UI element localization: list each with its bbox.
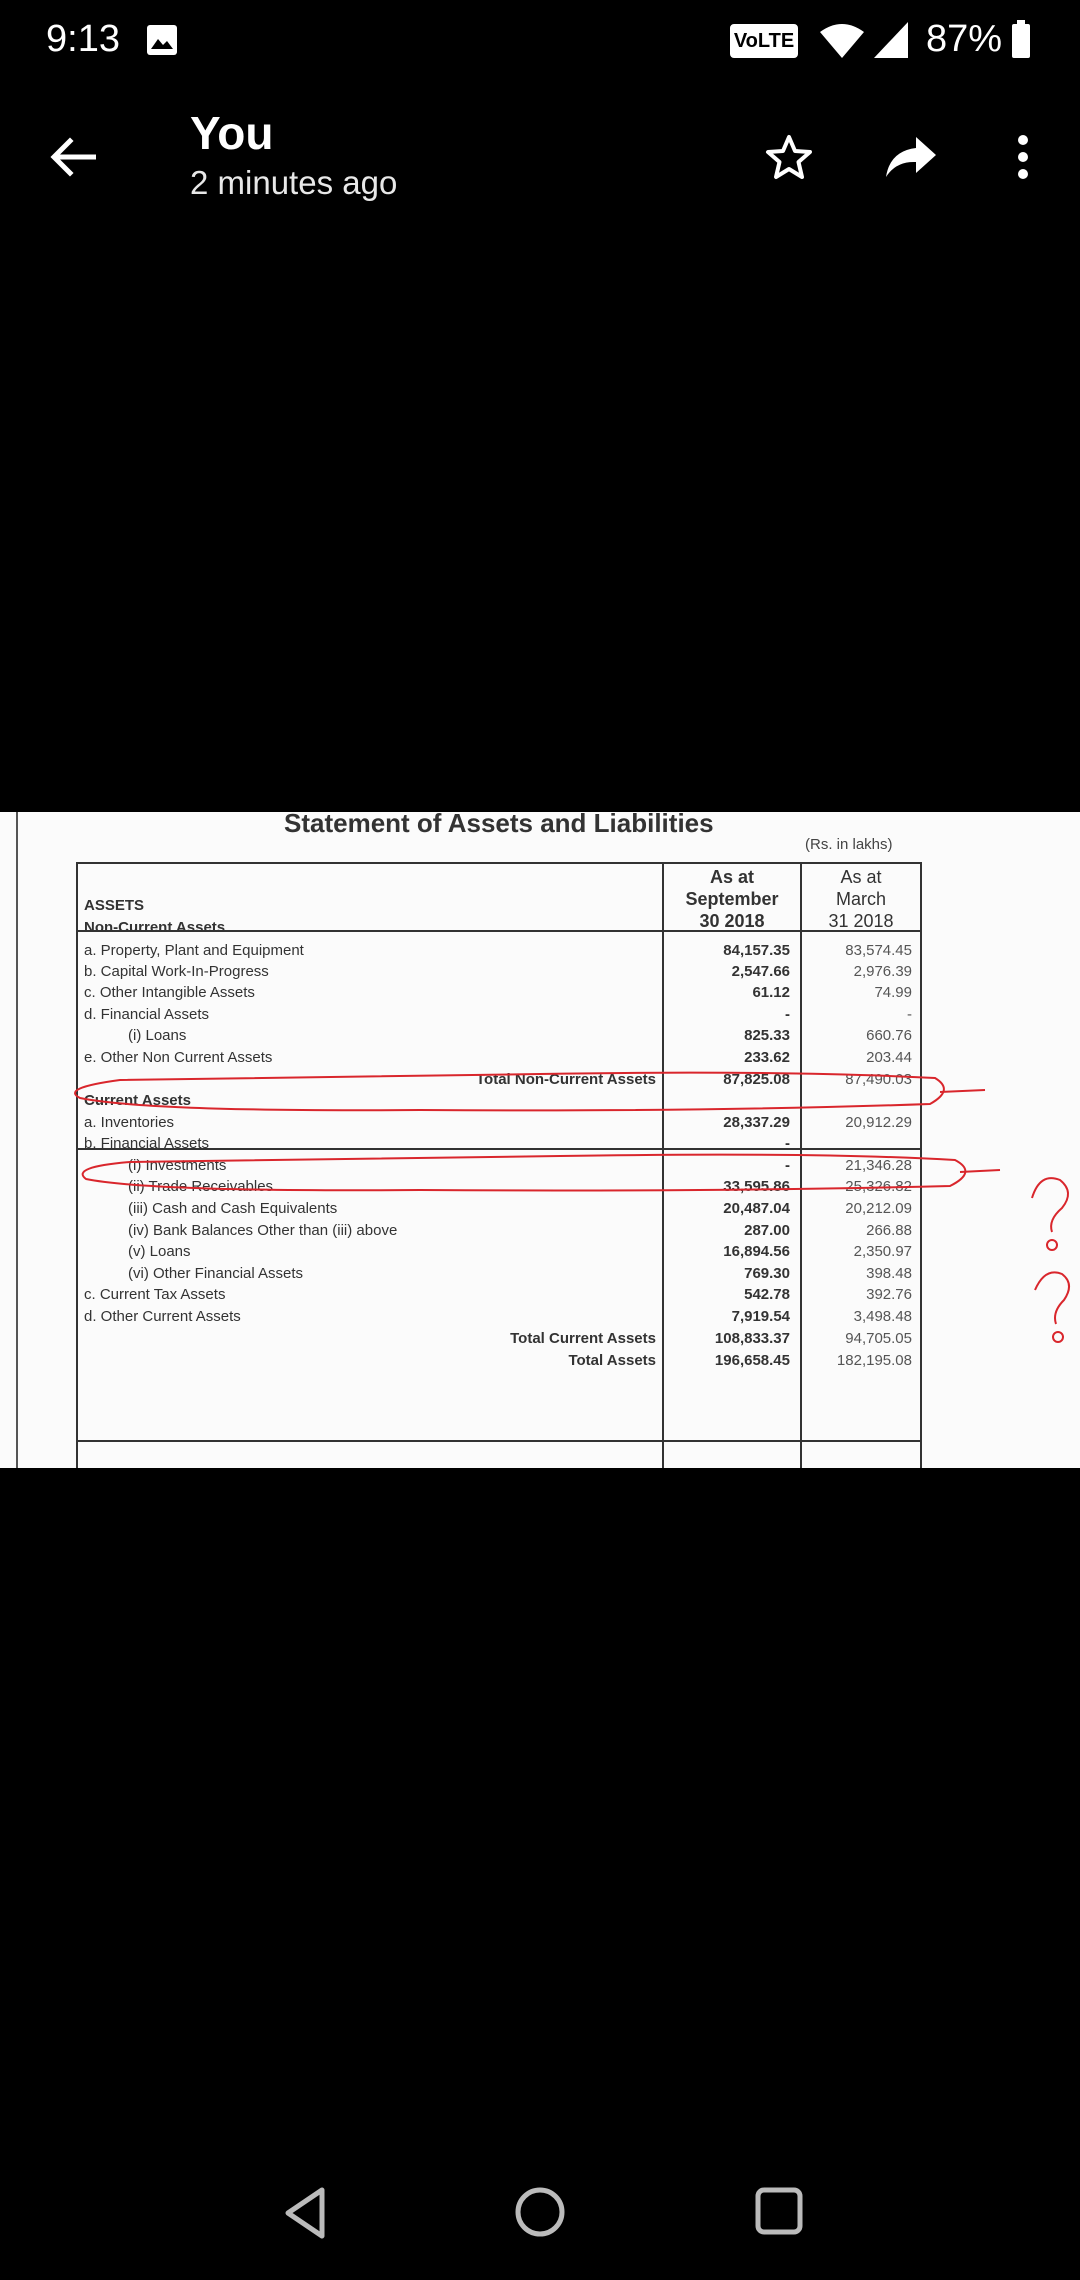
value-sep-2018: 28,337.29 xyxy=(723,1114,790,1131)
row-label: a. Property, Plant and Equipment xyxy=(84,942,304,959)
row-label: c. Other Intangible Assets xyxy=(84,984,255,1001)
value-mar-2018: 83,574.45 xyxy=(845,942,912,959)
value-sep-2018: 2,547.66 xyxy=(731,963,790,980)
value-mar-2018: 2,976.39 xyxy=(853,963,912,980)
document-title: Statement of Assets and Liabilities xyxy=(284,812,714,838)
app-bar xyxy=(0,80,1080,230)
value-mar-2018: 20,212.09 xyxy=(845,1200,912,1217)
value-sep-2018: 33,595.86 xyxy=(723,1178,790,1195)
row-label: (ii) Trade Receivables xyxy=(128,1178,274,1195)
value-sep-2018: - xyxy=(785,1006,790,1023)
back-button[interactable] xyxy=(36,120,110,194)
row-label: Current Assets xyxy=(84,1092,191,1109)
value-sep-2018: 20,487.04 xyxy=(723,1200,790,1217)
value-sep-2018: 16,894.56 xyxy=(723,1243,790,1260)
total-label: Total Current Assets xyxy=(510,1330,656,1347)
row-label: b. Capital Work-In-Progress xyxy=(84,963,269,980)
value-mar-2018: 182,195.08 xyxy=(836,1352,912,1369)
value-mar-2018: 94,705.05 xyxy=(845,1330,912,1347)
value-mar-2018: 74.99 xyxy=(874,984,912,1001)
battery-percent: 87% xyxy=(926,18,1003,60)
volte-badge: VoLTE xyxy=(730,24,798,58)
value-sep-2018: 287.00 xyxy=(744,1222,790,1239)
row-label: c. Current Tax Assets xyxy=(84,1286,226,1303)
value-sep-2018: 7,919.54 xyxy=(731,1308,790,1325)
value-mar-2018: 660.76 xyxy=(866,1027,912,1044)
value-sep-2018: 196,658.45 xyxy=(714,1352,790,1369)
status-bar xyxy=(0,0,1080,80)
star-button[interactable] xyxy=(752,120,826,194)
value-sep-2018: 233.62 xyxy=(744,1049,790,1066)
star-icon xyxy=(765,134,813,180)
sender-name: You xyxy=(190,107,274,159)
wifi-icon xyxy=(818,22,866,60)
system-nav-bar xyxy=(0,2160,1080,2280)
forward-icon xyxy=(884,135,938,179)
value-mar-2018: 87,490.03 xyxy=(845,1071,912,1088)
value-sep-2018: 87,825.08 xyxy=(723,1071,790,1088)
row-label: d. Other Current Assets xyxy=(84,1308,241,1325)
status-time: 9:13 xyxy=(46,18,120,60)
col-mar-line-3: 31 2018 xyxy=(828,911,894,931)
image-notification-icon xyxy=(146,24,178,56)
value-mar-2018: 203.44 xyxy=(866,1049,912,1066)
arrow-back-icon xyxy=(50,137,96,177)
col-sep-line-2: September xyxy=(685,889,779,909)
row-label: (v) Loans xyxy=(128,1243,191,1260)
handwritten-annotations xyxy=(0,812,1080,1468)
shared-photo[interactable] xyxy=(0,812,1080,1468)
row-label: ASSETS xyxy=(84,897,145,914)
row-label: (iv) Bank Balances Other than (iii) above xyxy=(128,1222,398,1239)
forward-button[interactable] xyxy=(874,120,948,194)
value-sep-2018: 61.12 xyxy=(752,984,790,1001)
value-sep-2018: - xyxy=(785,1157,790,1174)
value-mar-2018: 20,912.29 xyxy=(845,1114,912,1131)
value-sep-2018: - xyxy=(785,1135,790,1152)
col-mar-line-2: March xyxy=(835,889,886,909)
value-mar-2018: 392.76 xyxy=(866,1286,912,1303)
value-sep-2018: 769.30 xyxy=(744,1265,790,1282)
row-label: (i) Investments xyxy=(128,1157,227,1174)
value-sep-2018: 542.78 xyxy=(744,1286,790,1303)
nav-recents-button[interactable] xyxy=(752,2184,806,2238)
units-note: (Rs. in lakhs) xyxy=(805,836,893,853)
value-sep-2018: 825.33 xyxy=(744,1027,790,1044)
nav-back-button[interactable] xyxy=(278,2184,336,2242)
battery-icon xyxy=(1012,24,1030,58)
value-mar-2018: 21,346.28 xyxy=(845,1157,912,1174)
value-mar-2018: 25,326.82 xyxy=(845,1178,912,1195)
sent-time: 2 minutes ago xyxy=(190,164,398,201)
row-label: d. Financial Assets xyxy=(84,1006,210,1023)
row-label: (vi) Other Financial Assets xyxy=(128,1265,304,1282)
total-label: Total Non-Current Assets xyxy=(475,1071,656,1088)
col-mar-line-1: As at xyxy=(840,867,882,887)
value-mar-2018: 3,498.48 xyxy=(853,1308,912,1325)
row-label: (iii) Cash and Cash Equivalents xyxy=(128,1200,338,1217)
more-options-button[interactable] xyxy=(986,120,1060,194)
value-mar-2018: - xyxy=(907,1006,912,1023)
row-label: e. Other Non Current Assets xyxy=(84,1049,273,1066)
total-label: Total Assets xyxy=(568,1352,656,1369)
value-mar-2018: 266.88 xyxy=(866,1222,912,1239)
signal-icon xyxy=(872,20,910,60)
more-vert-icon xyxy=(1016,135,1030,179)
nav-home-button[interactable] xyxy=(512,2184,568,2240)
value-sep-2018: 108,833.37 xyxy=(714,1330,790,1347)
row-label: (i) Loans xyxy=(128,1027,187,1044)
col-sep-line-3: 30 2018 xyxy=(699,911,765,931)
row-label: b. Financial Assets xyxy=(84,1135,210,1152)
value-mar-2018: 2,350.97 xyxy=(853,1243,912,1260)
row-label: Non-Current Assets xyxy=(84,919,226,936)
row-label: a. Inventories xyxy=(84,1114,175,1131)
value-mar-2018: 398.48 xyxy=(866,1265,912,1282)
col-sep-line-1: As at xyxy=(709,867,754,887)
value-sep-2018: 84,157.35 xyxy=(723,942,790,959)
